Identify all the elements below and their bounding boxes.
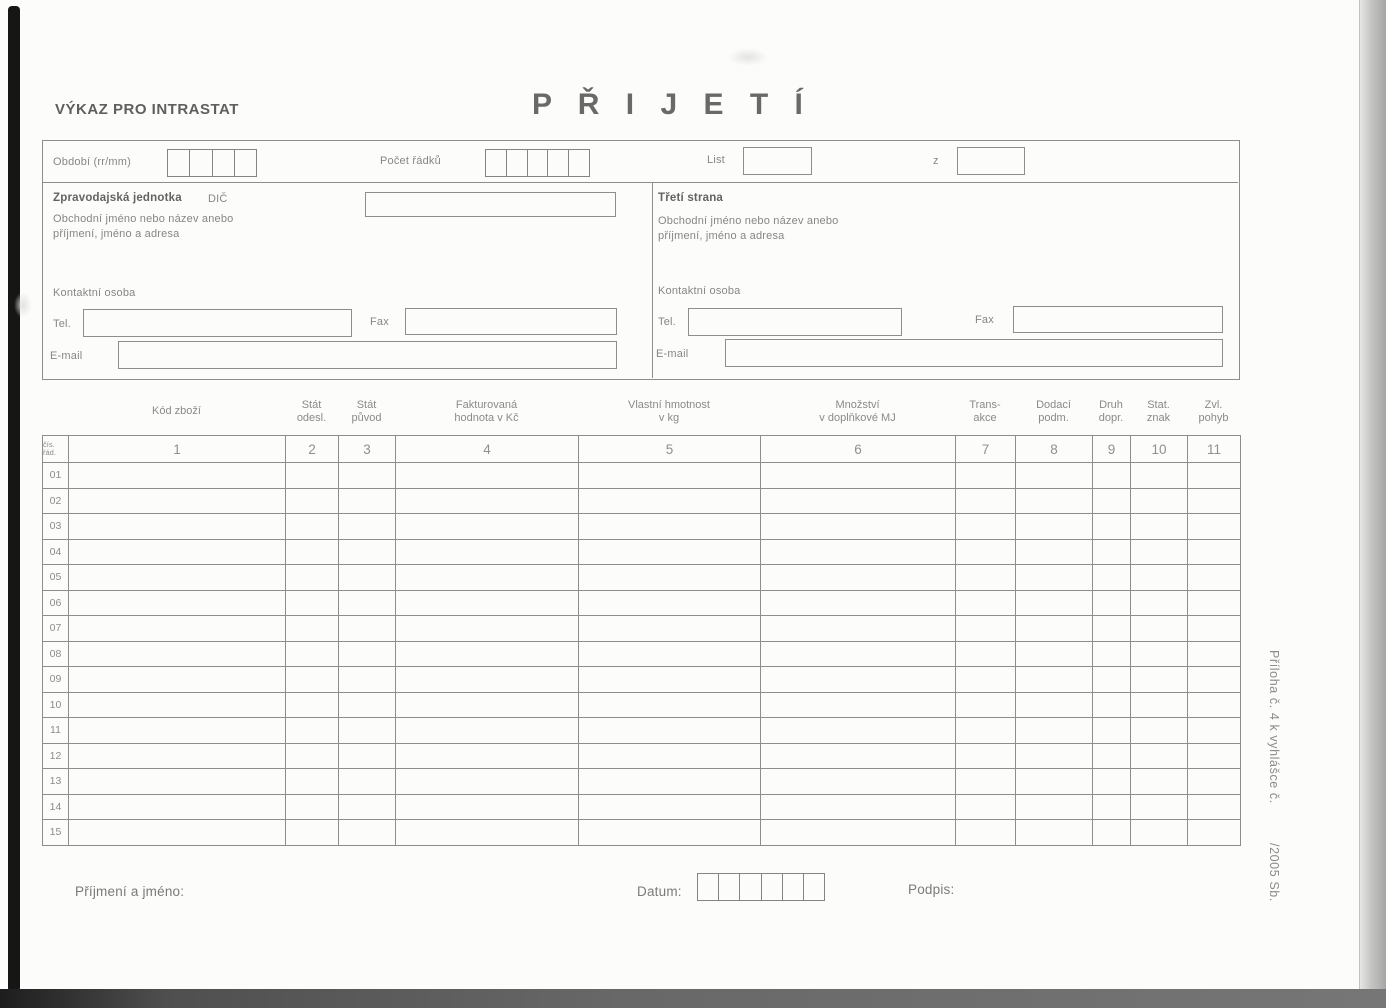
- scan-edge-bottom: [0, 989, 1386, 1008]
- table-cell[interactable]: [956, 641, 1016, 667]
- row-number: 14: [43, 794, 69, 820]
- table-cell[interactable]: [1016, 565, 1093, 591]
- form-direction-title: P Ř I J E T Í: [532, 88, 812, 121]
- table-cell[interactable]: [396, 692, 579, 718]
- column-label: Trans- akce: [969, 398, 1001, 424]
- table-cell[interactable]: [1093, 539, 1131, 565]
- row-number: 05: [43, 565, 69, 591]
- table-cell[interactable]: [761, 514, 956, 540]
- footer-name-label: Příjmení a jméno:: [75, 884, 185, 899]
- table-cell[interactable]: [1016, 590, 1093, 616]
- table-cell[interactable]: [69, 820, 286, 846]
- table-cell[interactable]: [579, 539, 761, 565]
- table-cell[interactable]: [1188, 488, 1241, 514]
- table-cell[interactable]: [69, 539, 286, 565]
- table-cell[interactable]: [1131, 718, 1188, 744]
- table-cell[interactable]: [956, 539, 1016, 565]
- reporting-email-label: E-mail: [50, 350, 83, 362]
- table-cell[interactable]: [761, 565, 956, 591]
- sheet-label: List: [707, 154, 725, 166]
- table-cell[interactable]: [286, 794, 339, 820]
- table-cell[interactable]: [339, 794, 396, 820]
- table-cell[interactable]: [286, 463, 339, 489]
- table-cell[interactable]: [1016, 743, 1093, 769]
- table-cell[interactable]: [1188, 641, 1241, 667]
- table-cell[interactable]: [1016, 769, 1093, 795]
- table-row: [43, 794, 1241, 820]
- third-party-email-input[interactable]: [725, 339, 1223, 367]
- table-row: [43, 769, 1241, 795]
- table-cell[interactable]: [1131, 667, 1188, 693]
- table-cell[interactable]: [1131, 743, 1188, 769]
- table-cell[interactable]: [1016, 463, 1093, 489]
- table-cell[interactable]: [761, 488, 956, 514]
- table-cell[interactable]: [1131, 514, 1188, 540]
- table-cell[interactable]: [1093, 463, 1131, 489]
- row-number: 11: [43, 718, 69, 744]
- table-cell[interactable]: [956, 769, 1016, 795]
- row-number: 01: [43, 463, 69, 489]
- scan-smudge: [728, 48, 768, 66]
- reporting-tel-input[interactable]: [83, 309, 352, 337]
- table-cell[interactable]: [396, 488, 579, 514]
- table-cell[interactable]: [761, 743, 956, 769]
- table-cell[interactable]: [956, 514, 1016, 540]
- row-number: 02: [43, 488, 69, 514]
- table-cell[interactable]: [396, 820, 579, 846]
- table-cell[interactable]: [286, 616, 339, 642]
- table-row: [43, 743, 1241, 769]
- table-cell[interactable]: [956, 616, 1016, 642]
- column-label: Vlastní hmotnost v kg: [628, 398, 710, 424]
- reporting-name-hint-2: příjmení, jméno a adresa: [53, 228, 180, 240]
- column-number-header: 2: [286, 436, 339, 463]
- table-cell[interactable]: [286, 820, 339, 846]
- reporting-email-input[interactable]: [118, 341, 617, 369]
- table-cell[interactable]: [396, 794, 579, 820]
- column-number-header: 7: [956, 436, 1016, 463]
- table-cell[interactable]: [579, 488, 761, 514]
- table-cell[interactable]: [339, 590, 396, 616]
- table-cell[interactable]: [1188, 616, 1241, 642]
- third-party-tel-input[interactable]: [688, 308, 902, 336]
- sheet-of-input[interactable]: [957, 147, 1025, 175]
- table-cell[interactable]: [956, 718, 1016, 744]
- table-cell[interactable]: [1188, 667, 1241, 693]
- table-cell[interactable]: [579, 692, 761, 718]
- table-cell[interactable]: [396, 743, 579, 769]
- table-cell[interactable]: [1093, 743, 1131, 769]
- table-row: [43, 488, 1241, 514]
- table-cell[interactable]: [339, 488, 396, 514]
- table-cell[interactable]: [396, 769, 579, 795]
- comb-cell[interactable]: [486, 150, 506, 176]
- table-cell[interactable]: [69, 794, 286, 820]
- column-number-header: 5: [579, 436, 761, 463]
- table-cell[interactable]: [1016, 539, 1093, 565]
- scan-edge-right: [1359, 0, 1386, 1008]
- period-input[interactable]: [167, 149, 257, 177]
- table-cell[interactable]: [1131, 820, 1188, 846]
- table-cell[interactable]: [579, 794, 761, 820]
- table-cell[interactable]: [1131, 565, 1188, 591]
- table-cell[interactable]: [1188, 539, 1241, 565]
- table-cell[interactable]: [956, 590, 1016, 616]
- table-cell[interactable]: [1188, 463, 1241, 489]
- table-cell[interactable]: [1188, 565, 1241, 591]
- table-cell[interactable]: [69, 590, 286, 616]
- table-cell[interactable]: [761, 769, 956, 795]
- table-row: [43, 565, 1241, 591]
- table-cell[interactable]: [1188, 692, 1241, 718]
- table-cell[interactable]: [956, 743, 1016, 769]
- table-cell[interactable]: [396, 718, 579, 744]
- table-cell[interactable]: [339, 820, 396, 846]
- table-cell[interactable]: [1016, 667, 1093, 693]
- column-label: Zvl. pohyb: [1198, 398, 1229, 424]
- table-cell[interactable]: [579, 743, 761, 769]
- row-number: 10: [43, 692, 69, 718]
- third-party-name-hint-2: příjmení, jméno a adresa: [658, 230, 785, 242]
- table-cell[interactable]: [69, 769, 286, 795]
- row-number: 04: [43, 539, 69, 565]
- table-cell[interactable]: [286, 667, 339, 693]
- footer-signature-label: Podpis:: [908, 882, 955, 897]
- table-cell[interactable]: [1188, 769, 1241, 795]
- table-cell[interactable]: [1188, 743, 1241, 769]
- table-cell[interactable]: [579, 718, 761, 744]
- table-row: [43, 590, 1241, 616]
- comb-cell[interactable]: [527, 150, 548, 176]
- table-cell[interactable]: [1093, 718, 1131, 744]
- table-cell[interactable]: [579, 667, 761, 693]
- table-cell[interactable]: [1016, 794, 1093, 820]
- table-cell[interactable]: [69, 692, 286, 718]
- comb-cell[interactable]: [803, 874, 824, 900]
- comb-cell[interactable]: [739, 874, 760, 900]
- table-cell[interactable]: [1093, 514, 1131, 540]
- table-cell[interactable]: [396, 667, 579, 693]
- column-number-header: 8: [1016, 436, 1093, 463]
- table-cell[interactable]: [69, 641, 286, 667]
- table-cell[interactable]: [286, 539, 339, 565]
- table-cell[interactable]: [1131, 769, 1188, 795]
- table-cell[interactable]: [396, 463, 579, 489]
- table-row: [43, 463, 1241, 489]
- table-cell[interactable]: [579, 565, 761, 591]
- third-party-fax-label: Fax: [975, 314, 994, 326]
- reporting-contact-label: Kontaktní osoba: [53, 287, 136, 299]
- column-label: Stát původ: [351, 398, 382, 424]
- comb-cell[interactable]: [718, 874, 739, 900]
- table-cell[interactable]: [339, 514, 396, 540]
- attachment-note-line1: Příloha č. 4 k vyhlášce č.: [1267, 650, 1281, 804]
- table-cell[interactable]: [956, 820, 1016, 846]
- table-row: [43, 641, 1241, 667]
- table-row: [43, 667, 1241, 693]
- table-cell[interactable]: [1131, 641, 1188, 667]
- row-count-input[interactable]: [485, 149, 590, 177]
- period-label: Období (rr/mm): [53, 156, 131, 168]
- table-cell[interactable]: [956, 565, 1016, 591]
- table-cell[interactable]: [69, 463, 286, 489]
- third-party-tel-label: Tel.: [658, 316, 676, 328]
- table-cell[interactable]: [1093, 667, 1131, 693]
- table-cell[interactable]: [1131, 488, 1188, 514]
- form-title: VÝKAZ PRO INTRASTAT: [55, 101, 239, 118]
- column-label: Kód zboží: [152, 405, 201, 418]
- table-cell[interactable]: [1093, 820, 1131, 846]
- table-cell[interactable]: [1188, 820, 1241, 846]
- row-number: 08: [43, 641, 69, 667]
- column-label: Dodací podm.: [1036, 398, 1071, 424]
- table-cell[interactable]: [286, 769, 339, 795]
- table-cell[interactable]: [761, 539, 956, 565]
- table-cell[interactable]: [339, 616, 396, 642]
- table-cell[interactable]: [1131, 590, 1188, 616]
- table-cell[interactable]: [1093, 565, 1131, 591]
- goods-table: [42, 435, 1241, 846]
- sheet-of-label: z: [933, 155, 939, 167]
- reporting-unit-title: Zpravodajská jednotka: [53, 192, 182, 204]
- comb-cell[interactable]: [506, 150, 527, 176]
- table-cell[interactable]: [761, 616, 956, 642]
- table-cell[interactable]: [1131, 794, 1188, 820]
- column-number-header: 3: [339, 436, 396, 463]
- table-cell[interactable]: [1016, 641, 1093, 667]
- comb-cell[interactable]: [568, 150, 589, 176]
- third-party-fax-input[interactable]: [1013, 306, 1223, 333]
- row-number: 15: [43, 820, 69, 846]
- table-cell[interactable]: [1188, 590, 1241, 616]
- table-cell[interactable]: [1188, 514, 1241, 540]
- date-input[interactable]: [697, 873, 825, 901]
- reporting-tel-label: Tel.: [53, 318, 71, 330]
- table-cell[interactable]: [286, 565, 339, 591]
- table-cell[interactable]: [1131, 463, 1188, 489]
- table-cell[interactable]: [69, 616, 286, 642]
- column-label: Stat. znak: [1146, 398, 1171, 424]
- table-cell[interactable]: [339, 641, 396, 667]
- column-number-header: 9: [1093, 436, 1131, 463]
- scan-smudge: [14, 292, 32, 318]
- table-cell[interactable]: [286, 488, 339, 514]
- table-cell[interactable]: [396, 514, 579, 540]
- table-cell[interactable]: [1093, 616, 1131, 642]
- table-cell[interactable]: [1016, 820, 1093, 846]
- table-cell[interactable]: [69, 667, 286, 693]
- table-cell[interactable]: [396, 616, 579, 642]
- table-cell[interactable]: [761, 667, 956, 693]
- table-cell[interactable]: [69, 743, 286, 769]
- table-cell[interactable]: [956, 794, 1016, 820]
- comb-cell[interactable]: [168, 150, 189, 176]
- table-cell[interactable]: [761, 794, 956, 820]
- table-row: [43, 820, 1241, 846]
- column-number-header: 4: [396, 436, 579, 463]
- table-cell[interactable]: [286, 590, 339, 616]
- column-number-header: 1: [69, 436, 286, 463]
- table-cell[interactable]: [339, 692, 396, 718]
- table-cell[interactable]: [761, 641, 956, 667]
- column-number-header: 11: [1188, 436, 1241, 463]
- table-row: [43, 514, 1241, 540]
- column-label: Stát odesl.: [296, 398, 327, 424]
- table-cell[interactable]: [579, 641, 761, 667]
- column-number-header: 6: [761, 436, 956, 463]
- table-cell[interactable]: [1093, 794, 1131, 820]
- reporting-fax-input[interactable]: [405, 308, 617, 335]
- table-cell[interactable]: [286, 743, 339, 769]
- table-cell[interactable]: [1093, 488, 1131, 514]
- third-party-contact-label: Kontaktní osoba: [658, 285, 741, 297]
- column-number-header: 10: [1131, 436, 1188, 463]
- table-cell[interactable]: [956, 463, 1016, 489]
- table-cell[interactable]: [396, 590, 579, 616]
- table-cell[interactable]: [396, 539, 579, 565]
- table-cell[interactable]: [339, 667, 396, 693]
- table-cell[interactable]: [761, 718, 956, 744]
- table-cell[interactable]: [286, 514, 339, 540]
- row-number: 03: [43, 514, 69, 540]
- table-cell[interactable]: [1016, 616, 1093, 642]
- table-cell[interactable]: [286, 692, 339, 718]
- table-cell[interactable]: [1131, 539, 1188, 565]
- table-cell[interactable]: [579, 820, 761, 846]
- table-cell[interactable]: [1016, 718, 1093, 744]
- reporting-fax-label: Fax: [370, 316, 389, 328]
- table-cell[interactable]: [1093, 590, 1131, 616]
- third-party-name-hint-1: Obchodní jméno nebo název anebo: [658, 215, 839, 227]
- table-cell[interactable]: [286, 641, 339, 667]
- third-party-title: Třetí strana: [658, 192, 724, 204]
- row-number-header: čís. řád.: [43, 436, 69, 463]
- sheet-input[interactable]: [743, 147, 812, 175]
- comb-cell[interactable]: [212, 150, 234, 176]
- table-cell[interactable]: [286, 718, 339, 744]
- comb-cell[interactable]: [698, 874, 718, 900]
- table-cell[interactable]: [579, 616, 761, 642]
- row-count-label: Počet řádků: [380, 155, 441, 167]
- comb-cell[interactable]: [189, 150, 211, 176]
- column-label: Fakturovaná hodnota v Kč: [454, 398, 519, 424]
- row-number: 13: [43, 769, 69, 795]
- table-cell[interactable]: [396, 641, 579, 667]
- comb-cell[interactable]: [761, 874, 782, 900]
- table-row: [43, 616, 1241, 642]
- table-cell[interactable]: [339, 463, 396, 489]
- table-cell[interactable]: [339, 539, 396, 565]
- column-label: Množství v doplňkové MJ: [819, 398, 896, 424]
- table-cell[interactable]: [339, 565, 396, 591]
- table-cell[interactable]: [69, 514, 286, 540]
- comb-cell[interactable]: [782, 874, 803, 900]
- row-number: 07: [43, 616, 69, 642]
- table-cell[interactable]: [1131, 616, 1188, 642]
- table-cell[interactable]: [69, 565, 286, 591]
- dic-label: DIČ: [208, 193, 228, 205]
- row-number: 12: [43, 743, 69, 769]
- table-cell[interactable]: [339, 743, 396, 769]
- table-cell[interactable]: [579, 769, 761, 795]
- scan-edge-left: [8, 6, 20, 992]
- table-cell[interactable]: [1016, 488, 1093, 514]
- table-cell[interactable]: [579, 463, 761, 489]
- attachment-note-line2: /2005 Sb.: [1267, 843, 1281, 902]
- table-cell[interactable]: [1016, 692, 1093, 718]
- table-cell[interactable]: [1016, 514, 1093, 540]
- column-labels: [42, 394, 1240, 430]
- row-number: 09: [43, 667, 69, 693]
- table-cell[interactable]: [956, 667, 1016, 693]
- table-cell[interactable]: [761, 820, 956, 846]
- table-cell[interactable]: [579, 514, 761, 540]
- header-row-divider: [42, 182, 1238, 183]
- table-row: [43, 692, 1241, 718]
- table-cell[interactable]: [579, 590, 761, 616]
- table-cell[interactable]: [69, 718, 286, 744]
- table-cell[interactable]: [956, 692, 1016, 718]
- table-cell[interactable]: [761, 590, 956, 616]
- table-cell[interactable]: [339, 769, 396, 795]
- comb-cell[interactable]: [547, 150, 568, 176]
- comb-cell[interactable]: [234, 150, 256, 176]
- footer-date-label: Datum:: [637, 884, 682, 899]
- column-label: Druh dopr.: [1098, 398, 1124, 424]
- table-cell[interactable]: [1188, 794, 1241, 820]
- third-party-email-label: E-mail: [656, 348, 689, 360]
- table-cell[interactable]: [396, 565, 579, 591]
- section-divider: [652, 182, 653, 378]
- table-cell[interactable]: [761, 692, 956, 718]
- table-cell[interactable]: [339, 718, 396, 744]
- table-cell[interactable]: [1093, 641, 1131, 667]
- table-cell[interactable]: [1093, 769, 1131, 795]
- table-cell[interactable]: [69, 488, 286, 514]
- dic-input[interactable]: [365, 192, 616, 217]
- table-cell[interactable]: [956, 488, 1016, 514]
- table-cell[interactable]: [1188, 718, 1241, 744]
- row-number: 06: [43, 590, 69, 616]
- table-row: [43, 539, 1241, 565]
- table-cell[interactable]: [1093, 692, 1131, 718]
- reporting-name-hint-1: Obchodní jméno nebo název anebo: [53, 213, 234, 225]
- table-row: [43, 718, 1241, 744]
- table-cell[interactable]: [761, 463, 956, 489]
- table-cell[interactable]: [1131, 692, 1188, 718]
